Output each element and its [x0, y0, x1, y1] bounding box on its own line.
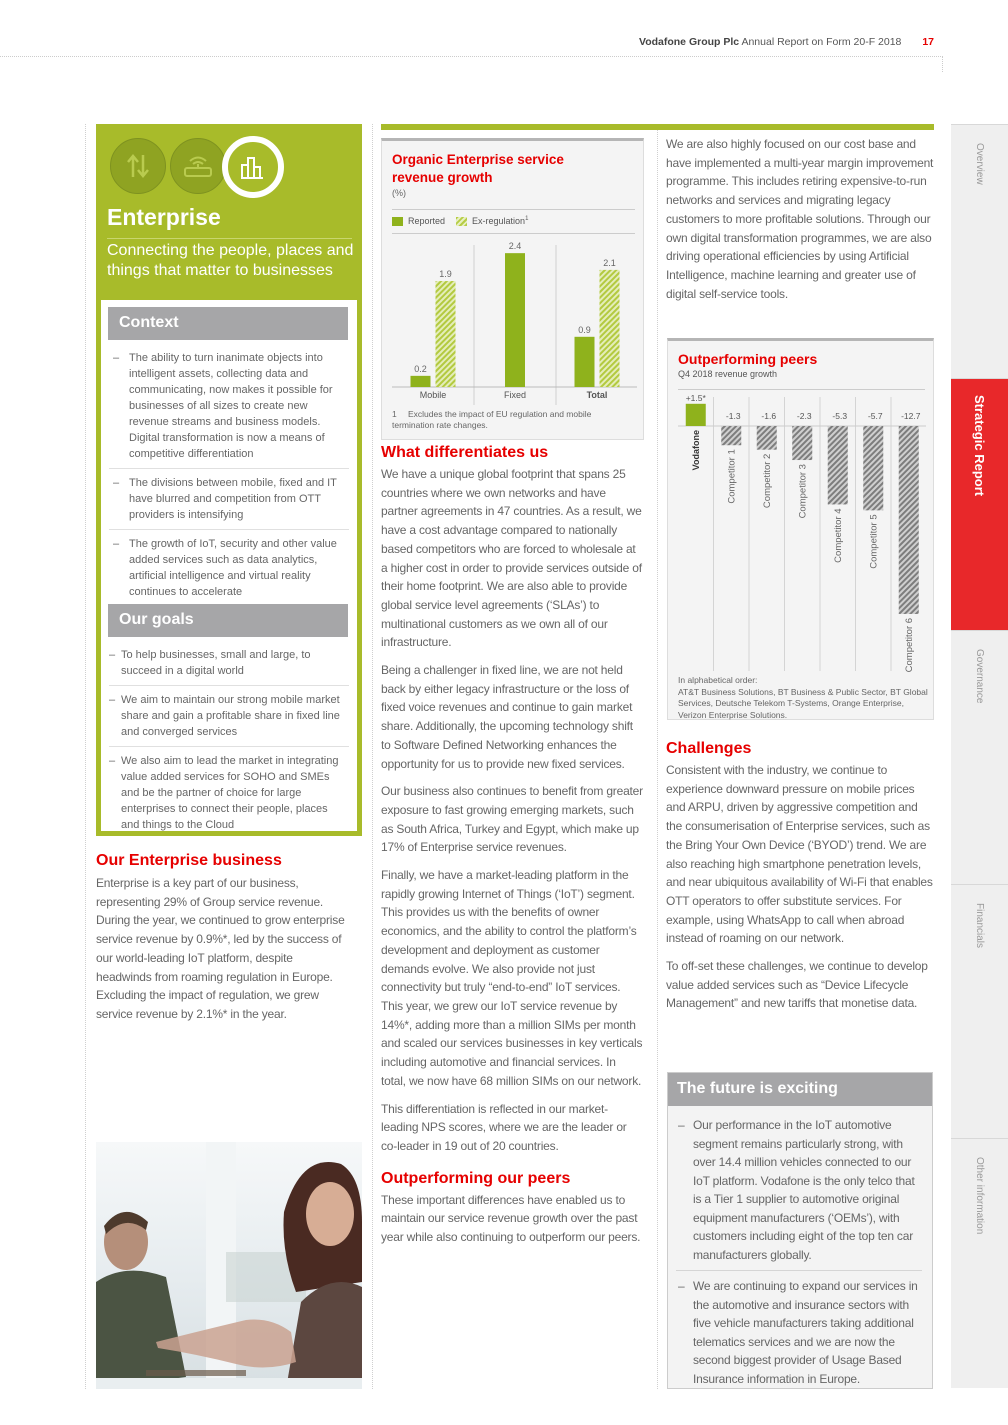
category-label: Competitor 3	[797, 464, 809, 519]
header-divider-vertical	[942, 56, 943, 72]
column-divider	[85, 124, 86, 1389]
divider	[392, 233, 635, 234]
paragraph: We have a unique global footprint that spans 25 countries where we own networks and have partner agreements in 47 countries. As a result, we have a cost advantage compared to nationally based competitors who are forced to wholesale at a higher cost in order to provide services outside of their home footprint. We are also able to provide global service level agreements (‘SLAs’) to multinational customers as we own all of our infrastructure.	[381, 467, 642, 650]
page-number: 17	[922, 36, 934, 48]
chart-title: Outperforming peers	[678, 351, 818, 367]
paragraph: Our business also continues to benefit from greater exposure to fast growing emerging markets, such as South Africa, Turkey and Egypt, which make up 17% of Enterprise service revenues.	[381, 784, 643, 855]
chart2-plot	[668, 391, 935, 676]
section-heading: Our Enterprise business	[96, 852, 282, 869]
divider	[392, 209, 635, 210]
section-body: Enterprise is a key part of our business, representing 29% of Group service revenue. During the year, we continued to grow enterprise service revenue by 0.9%*, led by the success of our world-leading IoT platform, despite headwinds from roaming regulation in Europe. Excluding the impact of regulation, we grew service revenue by 2.1%* in the year.	[96, 876, 345, 1021]
list-item: – We aim to maintain our strong mobile market share and gain a profitable share in fixed line and converged services	[109, 686, 349, 747]
divider	[107, 238, 352, 239]
category-label: Fixed	[503, 390, 527, 400]
company-name: Vodafone Group Plc	[638, 36, 740, 48]
divider	[678, 389, 925, 390]
category-label: Vodafone	[690, 430, 701, 471]
column-divider	[657, 124, 658, 1389]
tab-other-information[interactable]: Other information	[951, 1138, 1008, 1388]
bar-competitor-4	[828, 426, 848, 504]
paragraph: This differentiation is reflected in our market-leading NPS scores, where we are the leader or co-leader in 19 out of 20 countries.	[381, 1101, 627, 1153]
future-box	[667, 1072, 933, 1389]
legend-label-reported: Reported	[408, 216, 446, 226]
chart-legend	[392, 216, 528, 226]
data-label: 1.9	[439, 269, 452, 280]
router-wifi-icon	[170, 138, 226, 194]
what-differentiates-section	[381, 444, 643, 1256]
data-label: 2.1	[603, 257, 616, 268]
paragraph: Finally, we have a market-leading platform in the rapidly growing Internet of Things (‘IoT’) segment. This provides us with the benefits of owner economics, and the ability to control the platform’s development and deployment as customer demands evolve. We also provide not just connectivity but truly “end-to-end” IoT services. This year, we grew our IoT service revenue by 14%*, adding more than a million SIMs per month and scaled our services businesses in key verticals including automotive and financial services. In total, we now have 68 million SIMs on our network.	[381, 868, 643, 1088]
chart-subtitle: Q4 2018 revenue growth	[678, 369, 778, 379]
list-item: – Our performance in the IoT automotive segment remains particularly strong, with over 14.4 million vehicles connected to our IoT platform. Vodafone is the only telco that is a Tier 1 supplier to automotive original equipment manufacturers (‘OEMs’), with customers including eight of the top ten car manufacturers globally.	[676, 1110, 922, 1271]
bar-reported-mobile	[411, 376, 431, 387]
list-item: – The growth of IoT, security and other value added services such as data analytics, artificial intelligence and virtual reality continues to accelerate	[113, 538, 337, 598]
section-heading: Challenges	[666, 740, 752, 757]
tab-financials[interactable]: Financials	[951, 884, 1008, 1138]
data-label: 0.9	[578, 324, 591, 335]
legend-swatch-ex-regulation	[456, 217, 467, 226]
goals-list	[109, 641, 349, 839]
column-divider	[372, 124, 373, 1389]
chart1-plot	[382, 237, 645, 407]
paragraph: To off-set these challenges, we continue to develop value added services such as “Device Lifecycle Management” and new tariffs that monetise data.	[666, 959, 928, 1011]
segment-icons	[110, 136, 290, 196]
segment-title: Enterprise	[107, 204, 221, 230]
bar-ex-regulation-total	[600, 270, 620, 387]
tab-governance[interactable]: Governance	[951, 630, 1008, 884]
data-transfer-icon	[110, 138, 166, 194]
future-heading: The future is exciting	[668, 1073, 932, 1106]
bar-reported-fixed	[505, 253, 525, 387]
data-label: -5.7	[867, 411, 883, 421]
category-label: Competitor 1	[726, 449, 738, 504]
bar-ex-regulation-mobile	[436, 281, 456, 387]
paragraph: Consistent with the industry, we continue to experience downward pressure on mobile prices and ARPU, driven by aggressive competition and the consumerisation of Enterprise services, such as the Bring Your Own Device (‘BYOD’) trend. We are also reaching high smartphone penetration levels, and near ubiquitous availability of Wi-Fi that enables OTT operators to offer substitute services. For example, using WhatsApp to call when abroad instead of roaming on our network.	[666, 763, 933, 946]
segment-subtitle: Connecting the people, places and things that matter to businesses	[107, 242, 354, 279]
list-item: – We also aim to lead the market in integrating value added services for SOHO and SMEs and be the partner of choice for large enterprises to connect their people, places and things to the Cloud	[109, 755, 339, 831]
legend-label-ex-regulation: Ex-regulation$^1$	[472, 216, 529, 226]
bar-reported-total	[575, 337, 595, 387]
data-label: -12.7	[901, 411, 921, 421]
data-label: 2.4	[508, 241, 522, 252]
tab-overview[interactable]: Overview	[951, 124, 1008, 378]
legend-swatch-reported	[392, 217, 403, 226]
future-list	[668, 1106, 932, 1394]
category-label: Total	[586, 390, 608, 400]
bar-competitor-1	[721, 426, 741, 445]
bar-competitor-2	[757, 426, 777, 450]
page-header	[639, 36, 934, 48]
category-label: Competitor 4	[832, 508, 844, 563]
bar-chart-icon	[222, 136, 284, 198]
bar-vodafone	[686, 404, 706, 426]
bar-competitor-3	[792, 426, 812, 460]
data-label: +1.5*	[685, 392, 706, 403]
header-divider	[0, 56, 943, 57]
organic-enterprise-chart	[381, 138, 644, 440]
category-label: Competitor 2	[761, 453, 773, 509]
chart-title: Organic Enterprise service revenue growth	[392, 152, 564, 185]
business-meeting-photo	[96, 1142, 362, 1389]
category-label: Competitor 5	[868, 514, 880, 569]
chart-unit: (%)	[392, 188, 406, 198]
list-item: – The ability to turn inanimate objects into intelligent assets, collecting data and communicating, now makes it possible for businesses of all sizes to create new revenue streams and business models. Digital transformation is now a means of competitive differentiation	[109, 344, 349, 469]
context-heading: Context	[108, 307, 348, 340]
bar-competitor-5	[863, 426, 883, 510]
list-item: – The divisions between mobile, fixed and IT have blurred and competition from OTT providers is intensifying	[109, 469, 349, 530]
list-item: – We are continuing to expand our services in the automotive and insurance sectors with five vehicle manufacturers taking additional telematics services and we are now the second biggest provider of Usage Based Insurance information in Europe.	[678, 1279, 918, 1386]
data-label: -1.3	[725, 411, 741, 421]
data-label: -1.6	[761, 411, 777, 421]
context-goals-box	[101, 300, 357, 831]
category-label: Mobile	[419, 390, 447, 400]
list-item: – To help businesses, small and large, to succeed in a digital world	[109, 641, 349, 686]
chart-note: In alphabetical order: AT&T Business Solutions, BT Business & Public Sector, BT Global Services, Deutsche Telekom T-Systems, Orange Enterprise, Verizon Enterprise Solutions.	[678, 675, 928, 720]
section-heading: Outperforming our peers	[381, 1169, 571, 1187]
chart-footnote: 1 Excludes the impact of EU regulation and mobile termination rate changes.	[392, 409, 592, 430]
green-top-bar	[381, 124, 934, 130]
enterprise-panel	[96, 124, 362, 836]
report-title: Annual Report on Form 20-F 2018	[741, 36, 902, 48]
data-label: -5.3	[832, 411, 848, 421]
paragraph: We are also highly focused on our cost base and have implemented a multi-year margin improvement programme. This includes retiring expensive-to-run networks and services and migrating legacy customers to more profitable solutions. Through our own digital transformation programmes, we are also driving operational efficiencies by using Artificial Intelligence, machine learning and greater use of digital self-service tools.	[666, 137, 934, 301]
category-label: Competitor 6	[903, 617, 915, 673]
cost-base-section	[666, 135, 936, 303]
outperforming-peers-chart	[667, 338, 934, 720]
section-heading: What differentiates us	[381, 444, 549, 461]
data-label: 0.2	[414, 363, 427, 374]
tab-strategic-report[interactable]: Strategic Report	[951, 378, 1008, 630]
context-list	[109, 344, 349, 606]
data-label: -2.3	[796, 411, 812, 421]
paragraph: These important differences have enabled us to maintain our service revenue growth over the past year while also continuing to outperform our peers.	[381, 1192, 641, 1245]
challenges-section	[666, 740, 936, 1013]
bar-competitor-6	[899, 426, 919, 614]
our-enterprise-business-section	[96, 852, 346, 1024]
goals-heading: Our goals	[108, 604, 348, 637]
paragraph: Being a challenger in fixed line, we are not held back by either legacy infrastructure or the loss of fixed voice revenues and continue to gain market share. Additionally, the upcoming technology shift to Software Defined Networking enhances the opportunity for us to provide new fixed services.	[381, 663, 633, 771]
